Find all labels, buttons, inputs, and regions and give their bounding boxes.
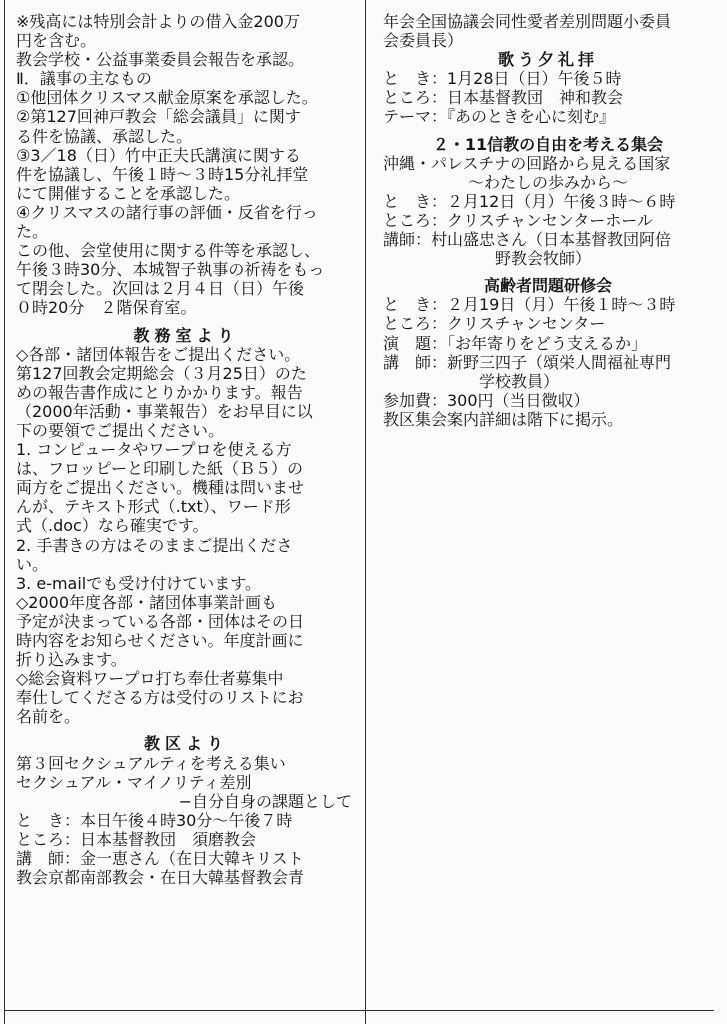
report-line: 教会学校・公益事業委員会報告を承認。 xyxy=(16,50,305,70)
report-line: 円を含む。 xyxy=(16,31,97,51)
office-line: んが、テキスト形式（.txt）、ワード形 xyxy=(16,497,291,517)
report-line: にて開催することを承認した。 xyxy=(16,183,241,203)
office-line: 奉仕してくださる方は受付のリストにお xyxy=(16,688,304,708)
left-border xyxy=(4,0,5,1024)
district-event-subtitle2: −自分自身の課題として xyxy=(178,791,352,811)
vespers-theme: テーマ：『あのときを心に刻む』 xyxy=(383,107,616,127)
office-line: 第127回教会定期総会（３月25日）のた xyxy=(16,363,307,383)
column-divider xyxy=(365,0,366,1024)
freedom-when: と き：２月12日（月）午後３時〜６時 xyxy=(383,191,676,211)
office-line: 時内容をお知らせください。年度計画に xyxy=(16,631,304,650)
district-heading: 教区より xyxy=(143,734,228,754)
office-line: 折り込みます。 xyxy=(16,650,127,670)
office-line: い。 xyxy=(16,554,49,574)
office-line: 両方をご提出ください。機種は問いませ xyxy=(16,478,305,498)
freedom-subtitle2: 〜わたしの歩みから〜 xyxy=(467,172,628,192)
vespers-where: ところ：日本基督教団 神和教会 xyxy=(383,88,624,108)
office-line: 名前を。 xyxy=(16,707,81,727)
office-heading: 教務室より xyxy=(133,325,239,345)
office-line: は、フロッピーと印刷した紙（Ｂ５）の xyxy=(16,459,304,479)
continued-line: 会委員長） xyxy=(383,31,464,51)
office-line: 2. 手書きの方はそのままご提出くださ xyxy=(16,535,293,555)
elderly-lecturer-cont: 学校教員） xyxy=(479,371,560,391)
office-line: 式（.doc）なら確実です。 xyxy=(16,516,209,536)
office-line: 下の要領でご提出ください。 xyxy=(16,420,225,440)
vespers-heading: 歌う夕礼拝 xyxy=(497,50,598,70)
office-line: 3. e-mailでも受け付けています。 xyxy=(16,573,261,593)
district-event-speaker-cont: 教会京都南部教会・在日大韓基督教会青 xyxy=(16,868,305,888)
report-line: ①他団体クリスマス献金原案を承認した。 xyxy=(16,88,318,108)
report-line: た。 xyxy=(16,222,49,242)
continued-line: 年会全国協議会同性愛者差別問題小委員 xyxy=(383,12,672,31)
elderly-heading: 高齢者問題研修会 xyxy=(483,276,612,296)
report-line: る件を協議、承認した。 xyxy=(16,126,193,146)
vespers-when: と き：1月28日（日）午後５時 xyxy=(383,69,622,89)
freedom-speaker-cont: 野教会牧師） xyxy=(495,249,592,269)
bottom-border xyxy=(4,1010,714,1011)
district-event-title: 第３回セクシュアルティを考える集い xyxy=(16,753,286,773)
district-event-subtitle: セクシュアル・マイノリティ差別 xyxy=(16,772,252,792)
report-line: ③3／18（日）竹中正夫氏講演に関する xyxy=(16,145,301,165)
report-line: ０時20分 ２階保育室。 xyxy=(16,298,197,318)
report-line: この他、会堂使用に関する件等を承認し、 xyxy=(16,241,321,261)
elderly-where: ところ：クリスチャンセンター xyxy=(383,314,606,334)
report-line: ※残高には特別会計よりの借入金200万 xyxy=(16,12,300,31)
report-line: ④クリスマスの諸行事の評価・反省を行っ xyxy=(16,202,318,222)
office-line: めの報告書作成にとりかかります。報告 xyxy=(16,382,303,402)
freedom-heading: ２・11信教の自由を考える集会 xyxy=(432,134,664,154)
report-line: て閉会した。次回は２月４日（日）午後 xyxy=(16,279,305,299)
district-event-where: ところ：日本基督教団 須磨教会 xyxy=(16,829,257,849)
office-line: ◇各部・諸団体報告をご提出ください。 xyxy=(16,344,301,364)
elderly-lecturer: 講 師：新野三四子（頌栄人間福祉専門 xyxy=(383,352,672,372)
office-line: ◇総会資料ワープロ打ち奉仕者募集中 xyxy=(16,669,284,689)
office-notices xyxy=(16,345,356,727)
right-column xyxy=(383,12,713,429)
district-event-speaker: 講 師：金一恵さん（在日大韓キリスト xyxy=(16,849,304,869)
elderly-fee: 参加費：300円（当日徴収） xyxy=(383,390,590,410)
freedom-subtitle: 沖縄・パレスチナの回路から見える国家 xyxy=(383,153,671,173)
report-line: 件を協議し、午後１時〜３時15分礼拝堂 xyxy=(16,164,309,184)
district-notices xyxy=(16,754,356,888)
report-line: 午後３時30分、本城智子執事の祈祷をもっ xyxy=(16,260,325,280)
elderly-note: 教区集会案内詳細は階下に掲示。 xyxy=(383,409,624,429)
office-line: （2000年活動・事業報告）をお早目に以 xyxy=(16,401,313,421)
office-line: 予定が決まっている各部・団体はその日 xyxy=(16,611,305,631)
office-line: 1. コンピュータやワープロを使える方 xyxy=(16,440,292,460)
office-line: ◇2000年度各部・諸団体事業計画も xyxy=(16,592,278,612)
freedom-where: ところ：クリスチャンセンターホール xyxy=(383,210,653,230)
report-line: Ⅱ．議事の主なもの xyxy=(16,69,152,89)
district-event-when: と き：本日午後４時30分〜午後７時 xyxy=(16,810,293,830)
elderly-topic: 演 題：「お年寄りをどう支えるか」 xyxy=(383,333,648,353)
left-column xyxy=(16,12,356,887)
freedom-speaker: 講師：村山盛忠さん（日本基督教団阿倍 xyxy=(383,230,672,250)
report-line: ②第127回神戸教会「総会議員」に関す xyxy=(16,107,301,127)
elderly-when: と き：２月19日（月）午後１時〜３時 xyxy=(383,295,676,315)
meeting-report xyxy=(16,12,356,318)
